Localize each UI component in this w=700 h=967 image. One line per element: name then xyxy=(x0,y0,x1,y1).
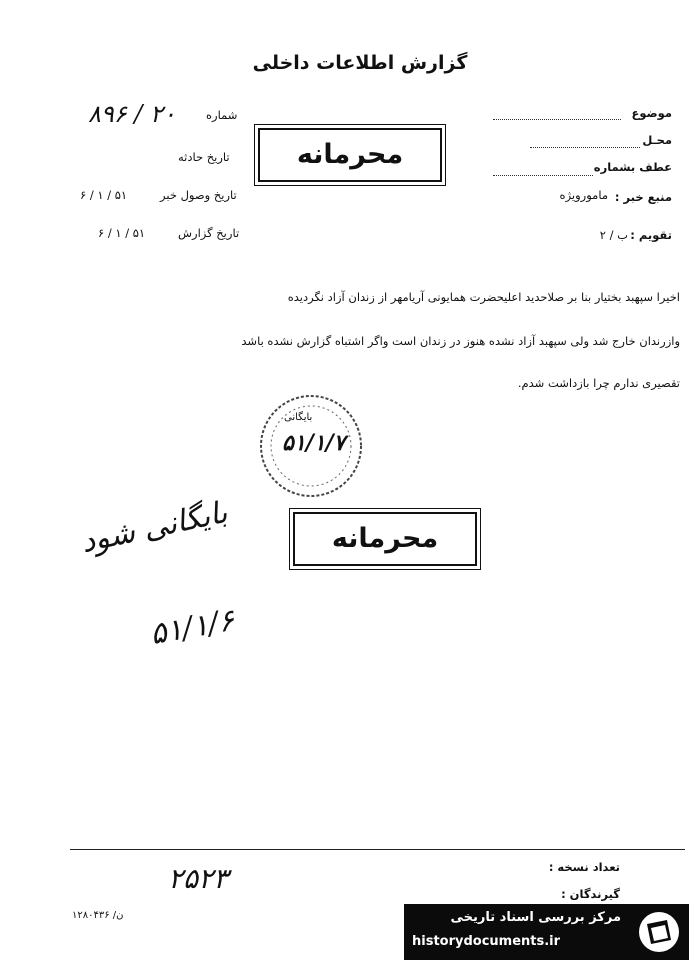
place-label: محـل xyxy=(642,133,672,147)
evaluation-value: ب / ۲ xyxy=(599,228,628,242)
archive-seal-date: ۵۱/۱/۷ xyxy=(282,430,346,456)
copies-label: تعداد نسخه : xyxy=(548,860,620,874)
classification-stamp-bottom: محرمانه xyxy=(293,512,477,566)
footer-divider xyxy=(70,849,685,850)
subject-dots xyxy=(493,118,621,120)
evaluation-label: تقویم : xyxy=(630,228,672,242)
archive-logo-icon xyxy=(637,910,681,954)
watermark-banner xyxy=(404,904,689,960)
receipt-date-label: تاریخ وصول خبر xyxy=(160,188,237,202)
form-code: ن/ ۱۲۸۰۴۳۶ xyxy=(72,910,124,921)
number-label: شماره xyxy=(206,108,238,122)
number-value: ۸۹۶ / ۲۰ xyxy=(88,100,176,128)
archive-seal-label: بایگانی xyxy=(284,412,313,423)
report-date-value: ۶ / ۱ / ۵۱ xyxy=(98,226,146,240)
page-title: گزارش اطلاعات داخلی xyxy=(252,52,468,74)
subject-label: موضوع xyxy=(631,106,672,120)
report-line-2: وازرندان خارج شد ولی سپهبد آزاد نشده هنوز در زندان است واگر اشتباه گزارش نشده باشد xyxy=(241,334,680,348)
report-line-1: اخیرا سپهبد بختیار بنا بر صلاحدید اعلیحضرت همایونی آریامهر از زندان آزاد نگردیده xyxy=(287,290,680,304)
handwritten-note: بایگانی شود xyxy=(77,494,231,561)
watermark-name: مرکز بررسی اسناد تاریخی xyxy=(450,910,621,925)
classification-stamp-top: محرمانه xyxy=(258,128,442,182)
watermark-url: historydocuments.ir xyxy=(412,934,561,949)
file-number: ۲۵۲۳ xyxy=(168,862,229,895)
source-label: منبع خبر : xyxy=(614,190,672,204)
place-dots xyxy=(530,146,640,148)
source-value: مامورویژه xyxy=(559,188,608,202)
report-line-3: تقصیری ندارم چرا بازداشت شدم. xyxy=(517,376,680,390)
report-date-label: تاریخ گزارش xyxy=(178,226,240,240)
recipients-label: گیرندگان : xyxy=(561,887,620,901)
handwritten-date: ۵۱/۱/۶ xyxy=(147,602,238,653)
receipt-date-value: ۶ / ۱ / ۵۱ xyxy=(80,188,128,202)
reference-label: عطف بشماره xyxy=(593,160,672,174)
reference-dots xyxy=(493,174,593,176)
archive-seal xyxy=(256,392,366,500)
incident-date-label: تاریخ حادثه xyxy=(178,150,230,164)
